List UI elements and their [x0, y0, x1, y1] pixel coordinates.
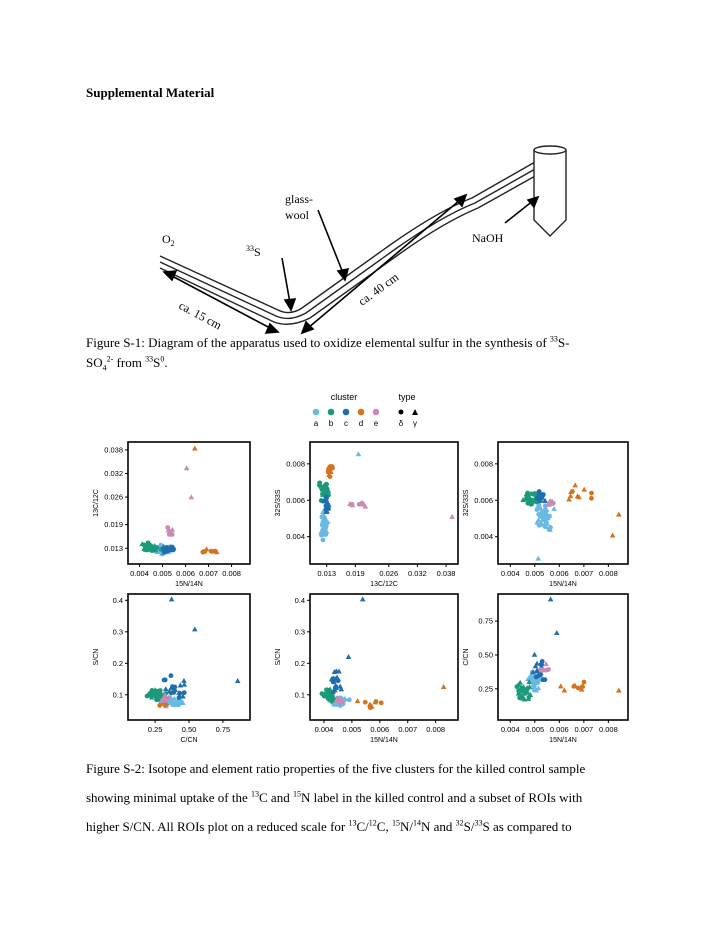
x-axis-label: 15N/14N: [370, 737, 398, 744]
x-tick-label: 0.005: [153, 569, 172, 578]
vial: [534, 150, 566, 236]
y-tick-label: 0.006: [474, 495, 493, 505]
data-point: [529, 501, 534, 506]
x-tick-label: 0.004: [314, 725, 334, 734]
data-point: [149, 547, 154, 552]
data-point: [209, 549, 214, 554]
y-axis-label: 13C/12C: [93, 489, 100, 517]
legend-label-e: e: [373, 419, 379, 428]
x-tick-label: 0.005: [525, 569, 545, 578]
data-point: [328, 464, 333, 469]
data-point: [171, 690, 176, 695]
x-tick-label: 0.75: [215, 725, 231, 734]
data-point: [363, 700, 368, 705]
panel-frame: [498, 594, 628, 720]
x-axis-label: 15N/14N: [175, 581, 203, 588]
data-point: [169, 545, 174, 550]
data-point: [326, 697, 331, 702]
data-point: [170, 684, 175, 689]
x-tick-label: 0.25: [147, 725, 163, 734]
x-tick-label: 0.006: [176, 569, 195, 578]
y-tick-label: 0.008: [474, 459, 493, 469]
y-tick-label: 0.019: [104, 520, 123, 530]
y-tick-label: 0.013: [104, 543, 123, 553]
data-point: [162, 678, 167, 683]
x-tick-label: 0.032: [408, 569, 427, 578]
x-axis-label: 13C/12C: [370, 581, 398, 588]
y-tick-label: 0.50: [478, 650, 493, 660]
label-ca15: ca. 15 cm: [176, 298, 225, 333]
x-tick-label: 0.005: [525, 725, 545, 734]
x-tick-label: 0.019: [345, 569, 365, 578]
y-tick-label: 0.3: [112, 627, 123, 637]
data-point: [580, 684, 585, 689]
y-tick-label: 0.026: [104, 492, 123, 502]
y-tick-label: 0.1: [112, 690, 123, 700]
x-tick-label: 0.004: [500, 725, 520, 734]
legend-swatch-e: [373, 409, 380, 416]
y-tick-label: 0.3: [294, 627, 305, 637]
data-point: [541, 677, 546, 682]
label-glass: glass-: [285, 192, 313, 206]
x-tick-label: 0.007: [574, 569, 594, 578]
data-point: [521, 689, 526, 694]
x-tick-label: 0.008: [426, 725, 446, 734]
label-ca40: ca. 40 cm: [355, 269, 402, 309]
y-tick-label: 0.4: [294, 595, 305, 605]
data-point: [537, 523, 542, 528]
label-o2: $O_2$: [162, 232, 175, 248]
data-point: [589, 496, 594, 501]
y-axis-label: 32S/33S: [275, 489, 282, 517]
scatter-panel-3: [463, 442, 628, 588]
y-axis-label: S/CN: [275, 648, 282, 666]
x-tick-label: 0.008: [598, 725, 618, 734]
y-tick-label: 0.008: [286, 459, 305, 469]
y-axis-label: 32S/33S: [463, 489, 470, 517]
legend-type-delta: δ: [398, 419, 404, 428]
x-tick-label: 0.026: [379, 569, 399, 578]
data-point: [546, 667, 551, 672]
section-heading: Supplemental Material: [86, 85, 215, 100]
y-axis-label: S/CN: [93, 648, 100, 666]
data-point: [540, 659, 545, 664]
data-point: [326, 470, 331, 475]
label-33s: $^{33}$S: [246, 244, 261, 259]
legend-type-title: type: [398, 392, 416, 402]
figure-s2-caption: Figure S-2: Isotope and element ratio properties of the five clusters for the killed control sample showing minimal uptake of the $^{13}$C and $^{15}$N label in the killed control and a subset of ROIs with higher S/CN. All ROIs plot on a reduced scale for $^{13}$C/$^{12}$C, $^{15}$N/$^{14}$N and $^{32}$S/$^{33}$S as compared to: [86, 761, 586, 834]
legend-label-c: c: [344, 419, 348, 428]
legend-cluster-title: cluster: [330, 392, 358, 402]
x-tick-label: 0.006: [370, 725, 390, 734]
legend: [313, 392, 418, 428]
x-axis-label: 15N/14N: [549, 581, 577, 588]
apparatus-diagram: [150, 140, 580, 335]
x-tick-label: 0.008: [598, 569, 618, 578]
x-tick-label: 0.004: [130, 569, 149, 578]
data-point: [334, 684, 339, 689]
legend-label-a: a: [313, 419, 319, 428]
x-tick-label: 0.007: [398, 725, 418, 734]
data-point: [321, 538, 326, 543]
x-tick-label: 0.50: [181, 725, 197, 734]
panel-frame: [498, 442, 628, 564]
label-wool: wool: [285, 208, 309, 222]
x-tick-label: 0.008: [222, 569, 241, 578]
x-tick-label: 0.004: [500, 569, 520, 578]
figure-s1-caption: Figure S-1: Diagram of the apparatus used to oxidize elemental sulfur in the synthesis of $^{33}$S- $SO_4^{2-}$ from $^{33}S^0$.: [86, 334, 570, 373]
y-tick-label: 0.006: [286, 495, 305, 505]
y-tick-label: 0.4: [112, 595, 123, 605]
data-point: [570, 489, 575, 494]
legend-type-gamma: γ: [413, 419, 417, 428]
legend-swatch-c: [343, 409, 350, 416]
data-point: [379, 700, 384, 705]
scatter-panel-1: [93, 442, 250, 588]
y-tick-label: 0.25: [478, 684, 493, 694]
y-tick-label: 0.1: [294, 690, 305, 700]
data-point: [359, 501, 364, 506]
legend-swatch-d: [358, 409, 365, 416]
scatter-panel-2: [275, 442, 458, 588]
cluster-scatter-figure: [86, 390, 646, 752]
y-tick-label: 0.75: [478, 616, 493, 626]
x-tick-label: 0.007: [199, 569, 218, 578]
scatter-panel-5: [275, 594, 458, 744]
y-tick-label: 0.038: [104, 445, 123, 455]
data-point: [534, 675, 539, 680]
y-tick-label: 0.2: [112, 658, 123, 668]
data-point: [148, 693, 153, 698]
x-axis-label: 15N/14N: [549, 737, 577, 744]
label-naoh: NaOH: [472, 231, 504, 245]
x-tick-label: 0.006: [549, 725, 569, 734]
data-point: [177, 695, 182, 700]
legend-marker-delta: [399, 410, 404, 415]
legend-marker-gamma: [412, 409, 418, 415]
data-point: [548, 500, 553, 505]
y-tick-label: 0.004: [286, 532, 305, 542]
legend-swatch-b: [328, 409, 335, 416]
x-tick-label: 0.038: [436, 569, 456, 578]
x-axis-label: C/CN: [180, 737, 198, 744]
data-point: [163, 698, 168, 703]
data-point: [582, 680, 587, 685]
panel-frame: [310, 442, 458, 564]
data-point: [203, 549, 208, 554]
data-point: [517, 695, 522, 700]
scatter-panel-6: [463, 594, 628, 744]
panel-frame: [128, 594, 250, 720]
y-tick-label: 0.032: [104, 468, 123, 478]
legend-label-b: b: [328, 419, 334, 428]
vial-rim: [534, 146, 566, 154]
legend-label-d: d: [358, 419, 364, 428]
data-point: [526, 695, 531, 700]
data-point: [535, 496, 540, 501]
data-point: [169, 673, 174, 678]
data-point: [347, 697, 352, 702]
x-tick-label: 0.005: [342, 725, 362, 734]
scatter-panel-4: [93, 594, 250, 744]
x-tick-label: 0.013: [317, 569, 337, 578]
x-tick-label: 0.007: [574, 725, 594, 734]
y-axis-label: C/CN: [463, 648, 470, 666]
y-tick-label: 0.2: [294, 658, 305, 668]
data-point: [589, 491, 594, 496]
legend-swatch-a: [313, 409, 320, 416]
x-tick-label: 0.006: [549, 569, 569, 578]
y-tick-label: 0.004: [474, 532, 493, 542]
data-point: [576, 686, 581, 691]
